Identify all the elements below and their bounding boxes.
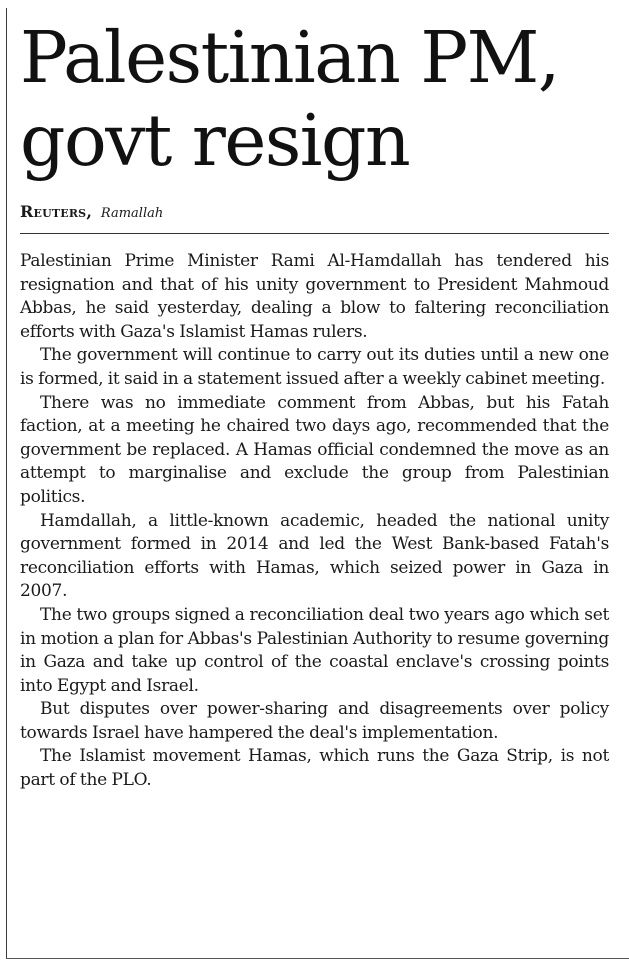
paragraph: Palestinian Prime Minister Rami Al-Hamdallah has tendered his resignation and that of his unity government to President Mahmoud Abbas, he said yesterday, dealing a blow to faltering reconciliation efforts with Gaza's Islamist Hamas rulers. [20, 251, 609, 342]
byline [20, 202, 163, 224]
headline [20, 16, 620, 182]
headline-line-2: govt resign [20, 99, 410, 182]
byline-divider [20, 233, 609, 234]
column-bottom-rule [6, 958, 629, 959]
paragraph: The Islamist movement Hamas, which runs the Gaza Strip, is not part of the PLO. [20, 746, 609, 791]
column-left-rule [6, 8, 7, 958]
byline-place: Ramallah [100, 206, 164, 221]
paragraph: There was no immediate comment from Abbas, but his Fatah faction, at a meeting he chaired two days ago, recommended that the government be replaced. A Hamas official condemned the move as an attempt to marginalise and exclude the group from Palestinian politics. [20, 392, 609, 507]
paragraph: The two groups signed a reconciliation deal two years ago which set in motion a plan for Abbas's Palestinian Authority to resume governing in Gaza and take up control of the coastal enclave's crossing points into Egypt and Israel. [20, 604, 609, 696]
headline-line-1: Palestinian PM, [20, 16, 559, 99]
paragraph: But disputes over power-sharing and disagreements over policy towards Israel have hampered the deal's implementation. [20, 699, 609, 743]
article-body [20, 250, 609, 793]
paragraph: The government will continue to carry out its duties until a new one is formed, it said in a statement issued after a weekly cabinet meeting. [20, 345, 609, 389]
paragraph: Hamdallah, a little-known academic, headed the national unity government formed in 2014 and led the West Bank-based Fatah's reconciliation efforts with Hamas, which seized power in Gaza in 2007. [20, 510, 609, 602]
byline-agency: Reuters, [20, 202, 93, 221]
